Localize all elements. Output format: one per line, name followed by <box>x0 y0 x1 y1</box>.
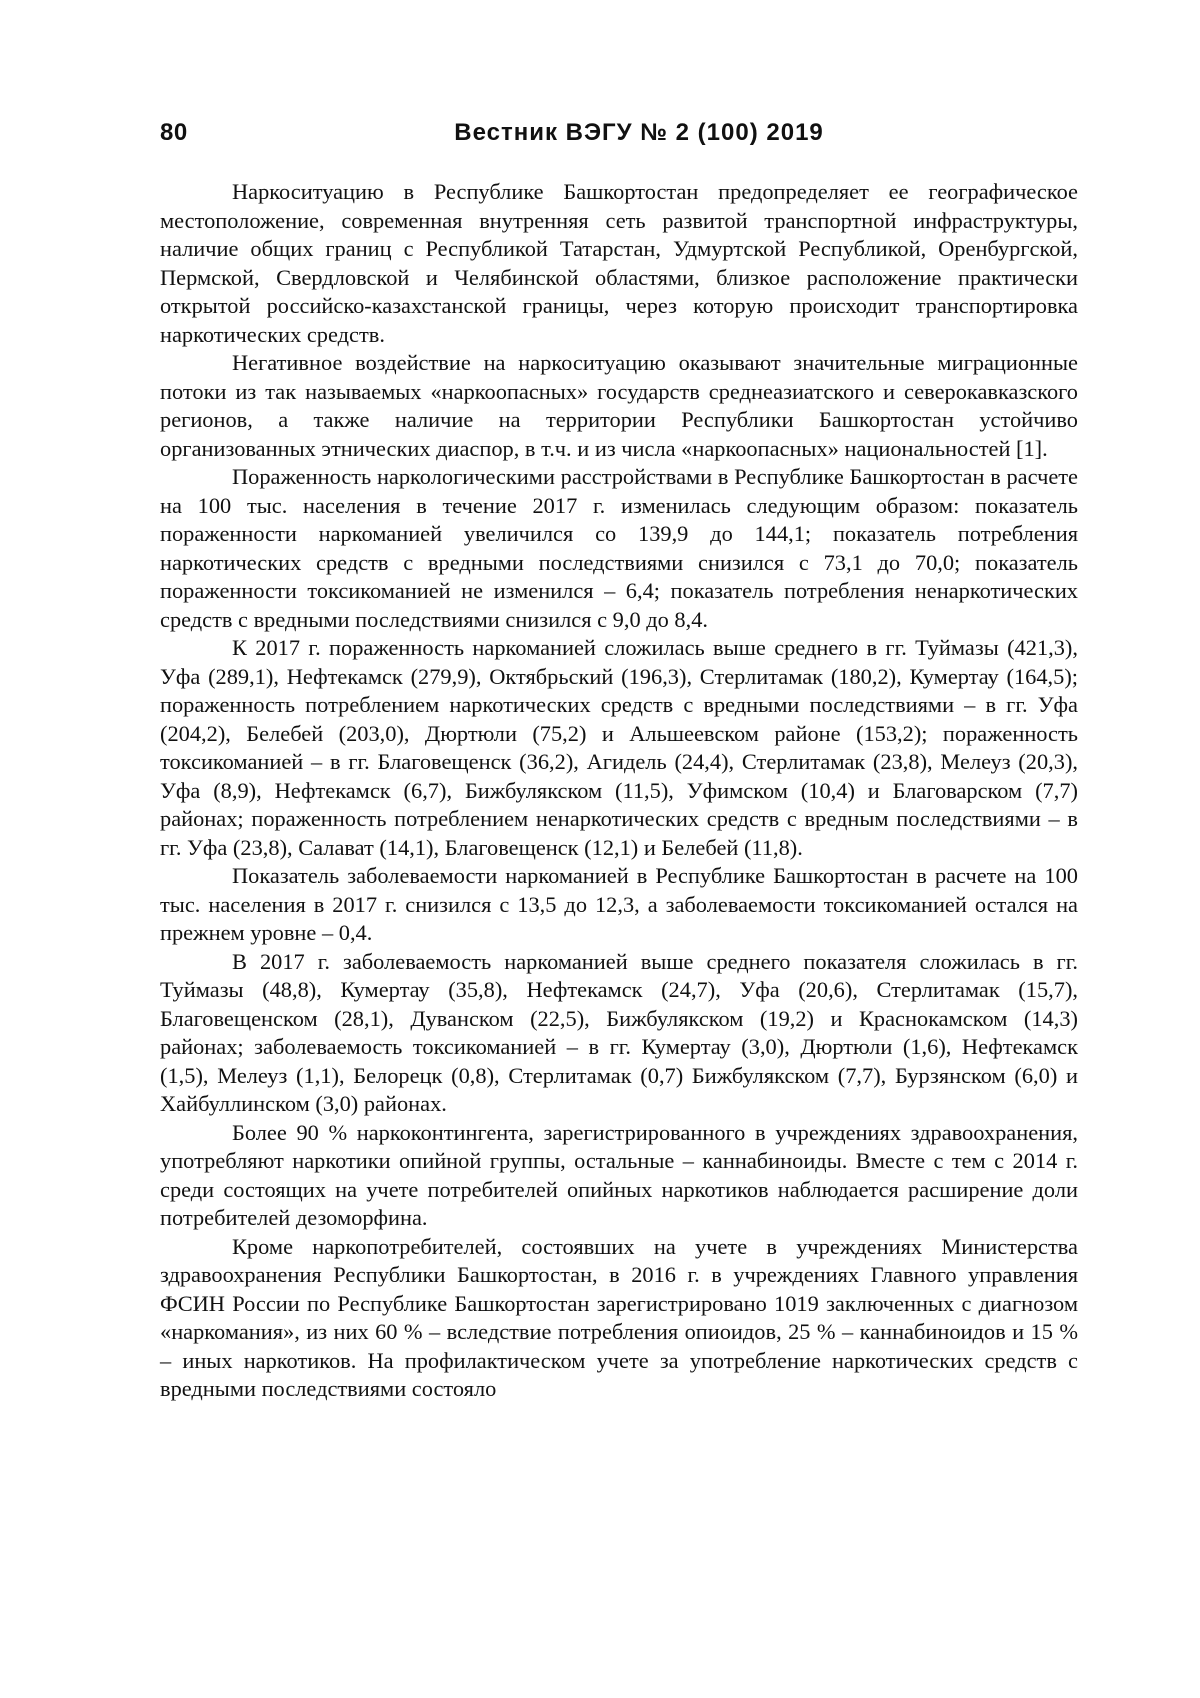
paragraph: Более 90 % наркоконтингента, зарегистрированного в учреждениях здравоохранения, употребляют наркотики опийной группы, остальные – каннабиноиды. Вместе с тем с 2014 г. среди состоящих на учете потребителей опийных наркотиков наблюдается расширение доли потребителей дезоморфина. <box>160 1119 1078 1230</box>
paragraph: Кроме наркопотребителей, состоявших на учете в учреждениях Министерства здравоохранения Республики Башкортостан, в 2016 г. в учреждениях Главного управления ФСИН России по Республике Башкортостан зарегистрировано 1019 заключенных с диагнозом «наркомания», из них 60 % – вследствие потребления опиоидов, 25 % – каннабиноидов и 15 % – иных наркотиков. На профилактическом учете за употребление наркотических средств с вредными последствиями состояло <box>160 1233 1078 1401</box>
page-number: 80 <box>160 119 188 146</box>
paragraph: Наркоситуацию в Республике Башкортостан предопределяет ее географическое местоположение, современная внутренняя сеть развитой транспортной инфраструктуры, наличие общих границ с Республикой Татарстан, Удмуртской Республикой, Оренбургской, Пермской, Свердловской и Челябинской областями, близкое расположение практически открытой российско-казахстанской границы, через которую происходит транспортировка наркотических средств. <box>160 179 1078 347</box>
paragraph: Пораженность наркологическими расстройствами в Республике Башкортостан в расчете на 100 тыс. населения в течение 2017 г. изменилась следующим образом: показатель пораженности наркоманией увеличился со 139,9 до 144,1; показатель потребления наркотических средств с вредными последствиями снизился с 73,1 до 70,0; показатель пораженности токсикоманией не изменился – 6,4; показатель потребления ненаркотических средств с вредными последствиями снизился с 9,0 до 8,4. <box>160 464 1078 632</box>
journal-title: Вестник ВЭГУ № 2 (100) 2019 <box>454 119 824 146</box>
paragraph: Показатель заболеваемости наркоманией в Республике Башкортостан в расчете на 100 тыс. населения в 2017 г. снизился с 13,5 до 12,3, а заболеваемости токсикоманией остался на прежнем уровне – 0,4. <box>160 863 1078 945</box>
paragraph: Негативное воздействие на наркоситуацию оказывают значительные миграционные потоки из так называемых «наркоопасных» государств среднеазиатского и северокавказского регионов, а также наличие на территории Республики Башкортостан устойчиво организованных этнических диаспор, в т.ч. и из числа «наркоопасных» национальностей [1]. <box>160 350 1078 461</box>
page-header <box>160 118 1078 154</box>
paragraph: К 2017 г. пораженность наркоманией сложилась выше среднего в гг. Туймазы (421,3), Уфа (289,1), Нефтекамск (279,9), Октябрьский (196,3), Стерлитамак (180,2), Кумертау (164,5); пораженность потреблением наркотических средств с вредными последствиями – в гг. Уфа (204,2), Белебей (203,0), Дюртюли (75,2) и Альшеевском районе (153,2); пораженность токсикоманией – в гг. Благовещенск (36,2), Агидель (24,4), Стерлитамак (23,8), Мелеуз (20,3), Уфа (8,9), Нефтекамск (6,7), Бижбулякском (11,5), Уфимском (10,4) и Благоварском (7,7) районах; пораженность потреблением ненаркотических средств с вредным последствиями – в гг. Уфа (23,8), Салават (14,1), Благовещенск (12,1) и Белебей (11,8). <box>160 635 1078 860</box>
article-body <box>160 178 1078 1404</box>
paragraph: В 2017 г. заболеваемость наркоманией выше среднего показателя сложилась в гг. Туймазы (48,8), Кумертау (35,8), Нефтекамск (24,7), Уфа (20,6), Стерлитамак (15,7), Благовещенском (28,1), Дуванском (22,5), Бижбулякском (19,2) и Краснокамском (14,3) районах; заболеваемость токсикоманией – в гг. Кумертау (3,0), Дюртюли (1,6), Нефтекамск (1,5), Мелеуз (1,1), Белорецк (0,8), Стерлитамак (0,7) Бижбулякском (7,7), Бурзянском (6,0) и Хайбуллинском (3,0) районах. <box>160 948 1078 1116</box>
